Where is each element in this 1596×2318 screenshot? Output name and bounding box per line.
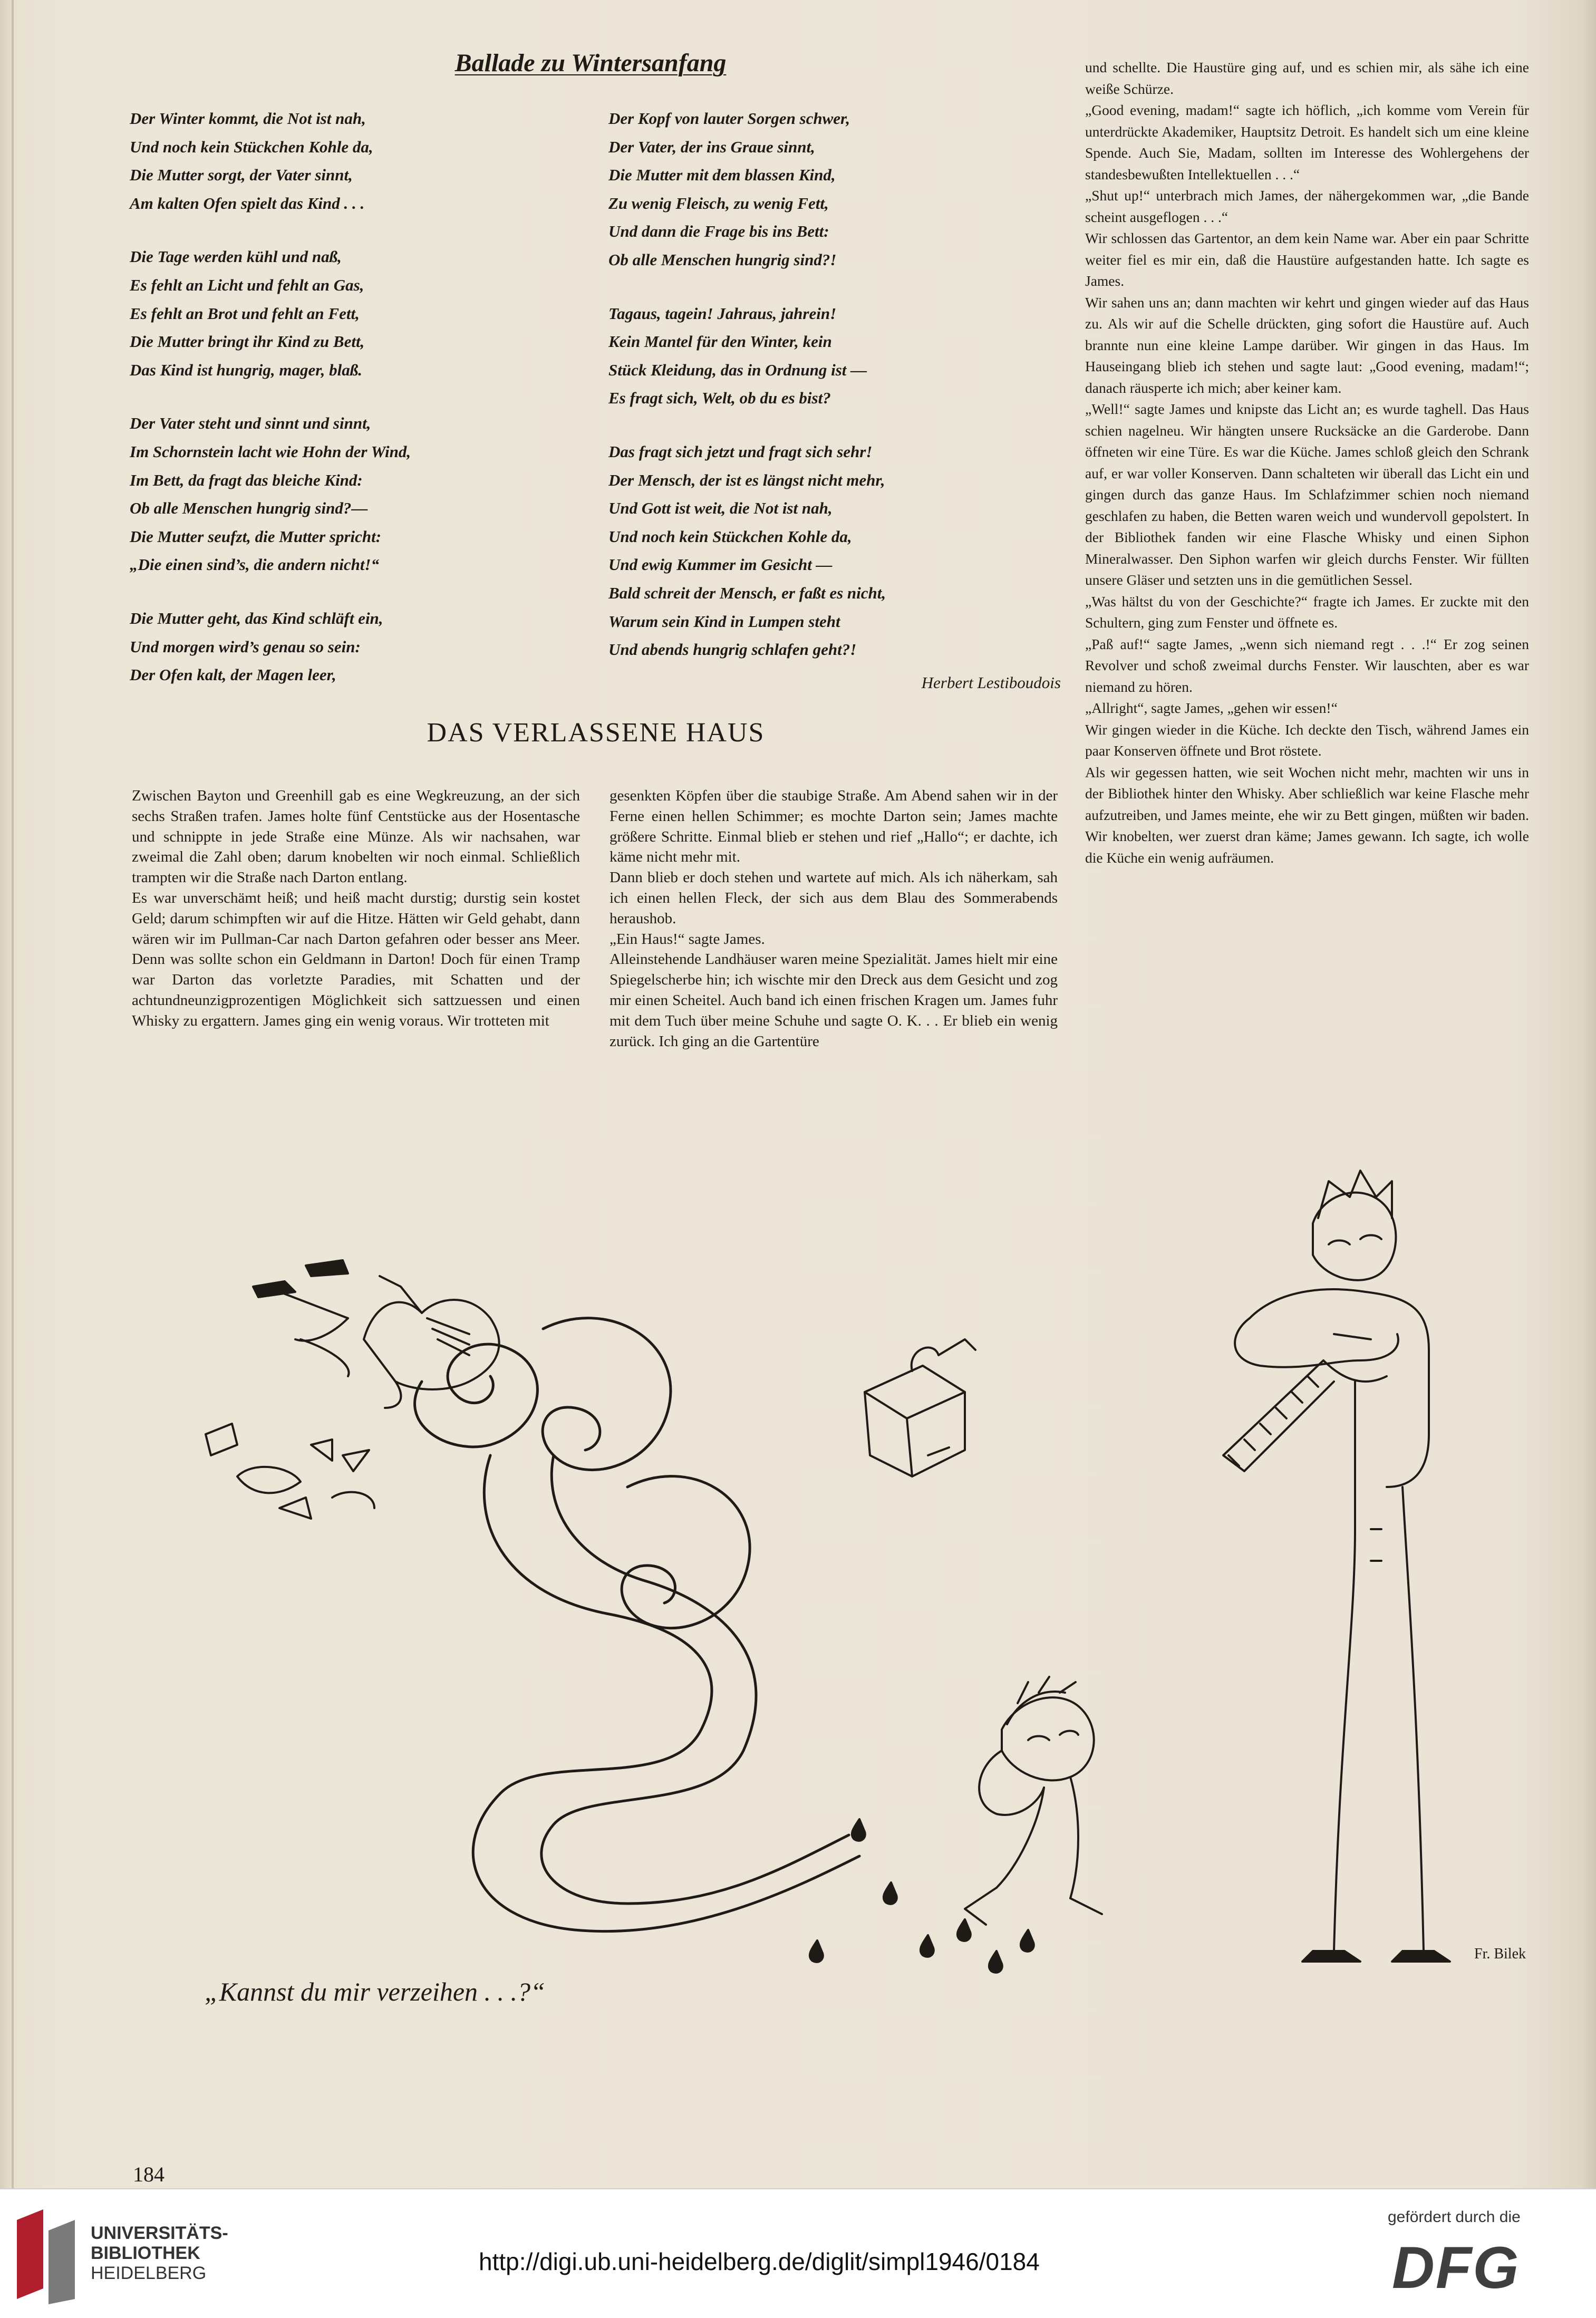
verse-line: Es fehlt an Brot und fehlt an Fett, (130, 304, 360, 323)
library-name (91, 2223, 228, 2283)
illustration-caption: „Kannst du mir verzeihen . . .?“ (205, 1977, 545, 2006)
story-paragraph: Zwischen Bayton und Greenhill gab es eine Wegkreuzung, an der sich sechs Straßen trafen. James holte fünf Centstücke aus der Hosentasche und schnippte in jede Straße eine Münze. Als wir nachsahen, war zweimal die Zahl oben; darum knobelten wir noch einmal. Schließlich trampten wir die Straße nach Darton entlang. (132, 787, 580, 886)
verse-line: Ob alle Menschen hungrig sind?! (608, 250, 837, 269)
verse-line: Der Vater steht und sinnt und sinnt, (130, 414, 371, 433)
university-library-logo-icon (12, 2209, 80, 2304)
verse-line: Die Mutter mit dem blassen Kind, (608, 166, 836, 185)
story-paragraph: „Paß auf!“ sagte James, „wenn sich niemand regt . . .!“ Er zog seinen Revolver und schoß zweimal durchs Fenster. Wir lauschten, aber es war niemand zu hören. (1085, 635, 1529, 695)
story-paragraph: Wir schlossen das Gartentor, an dem kein Name war. Aber ein paar Schritte weiter fiel es mir ein, daß die Haustüre aufgestanden hatte. Ich sagte es James. (1085, 230, 1529, 289)
standing-man-figure (1223, 1171, 1450, 1962)
story-paragraph: „Was hältst du von der Geschichte?“ fragte ich James. Er zuckte mit den Schultern, ging zum Fenster und öffnete es. (1085, 593, 1529, 631)
ballad-stanza (608, 300, 1062, 412)
verse-line: Bald schreit der Mensch, er faßt es nicht, (608, 583, 886, 602)
verse-line: Tagaus, tagein! Jahraus, jahrein! (608, 304, 837, 323)
library-name-line: HEIDELBERG (91, 2263, 207, 2283)
story-paragraph: Es war unverschämt heiß; und heiß macht durstig; durstig sein kostet Geld; darum schimpften wir auf die Hitze. Hätten wir Geld gehabt, dann wären wir im Pullman-Car nach Darton gefahren oder besser ans Meer. Denn was sollte schon ein Geldmann in Darton! Doch für einen Tramp war Darton das vorletzte Paradies, mit Schatten und der achtundneunzigprozentigen Möglichkeit sich sattzuessen und einen Whisky zu ergattern. James ging ein wenig voraus. Wir trotteten mit (132, 889, 580, 1029)
story-paragraph: Als wir gegessen hatten, wie seit Wochen nicht mehr, machten wir uns in der Bibliothek hinter den Whisky. Aber schließlich war keine Flasche mehr aufzutreiben, und James meinte, ehe wir zu Bett gingen, müßten wir baden. Wir knobelten, wer zuerst dran käme; James gewann. Ich sagte, ich wolle die Küche ein wenig aufräumen. (1085, 764, 1529, 866)
story-paragraph: „Allright“, sagte James, „gehen wir essen!“ (1085, 700, 1338, 716)
winding-swirl (415, 1318, 859, 1931)
verse-line: Die Mutter geht, das Kind schläft ein, (130, 609, 383, 627)
verse-line: Es fehlt an Licht und fehlt an Gas, (130, 275, 364, 294)
artist-signature: Fr. Bilek (1474, 1946, 1526, 1962)
story-paragraph: „Shut up!“ unterbrach mich James, der nähergekommen war, „die Bande scheint ausgeflogen . . .“ (1085, 187, 1529, 225)
verse-line: Und noch kein Stückchen Kohle da, (608, 527, 852, 546)
story-column-2 (610, 786, 1058, 1051)
verse-line: Im Bett, da fragt das bleiche Kind: (130, 470, 363, 489)
verse-line: Stück Kleidung, das in Ordnung ist — (608, 360, 867, 379)
ballad-stanza (130, 604, 583, 689)
ballad-right-column (608, 104, 1062, 692)
tear-drops (810, 1819, 1034, 1973)
story-paragraph: „Good evening, madam!“ sagte ich höflich, „ich komme vom Verein für unterdrückte Akademiker, Hauptsitz Detroit. Es handelt sich um eine kleine Spende. Auch Sie, Madam, sollten im Interesse des Wohlergehens der standesbewußten Intellektuellen . . .“ (1085, 102, 1529, 182)
cartoon-illustration (174, 1160, 1545, 2056)
story-paragraph: Wir sahen uns an; dann machten wir kehrt und gingen wieder auf das Haus zu. Als wir auf die Schelle drückten, ging sofort die Haustüre auf. Auch brannte nun eine kleine Lampe darüber. Wir gingen in das Haus. Im Hauseingang blieb ich stehen und sagte laut: „Good evening, madam!“; danach räusperte ich mich; aber keiner kam. (1085, 294, 1529, 396)
coffee-grinder (865, 1339, 975, 1476)
broken-dishes (206, 1424, 374, 1519)
story-paragraph: Dann blieb er doch stehen und wartete auf mich. Als ich näherkam, sah ich einen hellen Fleck, der sich aus dem Blau des Sommerabends heraushob. (610, 869, 1058, 927)
story-paragraph: „Ein Haus!“ sagte James. (610, 930, 765, 948)
verse-line: Der Mensch, der ist es längst nicht mehr, (608, 470, 885, 489)
verse-line: Zu wenig Fleisch, zu wenig Fett, (608, 194, 829, 213)
verse-line: Und dann die Frage bis ins Bett: (608, 222, 829, 241)
verse-line: Das Kind ist hungrig, mager, blaß. (130, 360, 363, 379)
verse-line: Der Winter kommt, die Not ist nah, (130, 109, 366, 128)
verse-line: Der Kopf von lauter Sorgen schwer, (608, 109, 850, 128)
story-paragraph: gesenkten Köpfen über die staubige Straße. Am Abend sahen wir in der Ferne einen hellen Schimmer; es mochte Darton sein; James machte größere Schritte. Einmal blieb er stehen und rief „Hallo“; er dachte, ich käme nicht mehr mit. (610, 787, 1058, 866)
verse-line: „Die einen sind’s, die andern nicht!“ (130, 555, 380, 574)
verse-line: Am kalten Ofen spielt das Kind . . . (130, 194, 365, 213)
story-title: DAS VERLASSENE HAUS (427, 718, 765, 748)
verse-line: Die Tage werden kühl und naß, (130, 247, 342, 266)
verse-line: Und Gott ist weit, die Not ist nah, (608, 499, 833, 518)
ballad-title: Ballade zu Wintersanfang (454, 49, 727, 77)
verse-line: Das fragt sich jetzt und fragt sich sehr! (608, 442, 873, 461)
ballad-stanza (130, 104, 583, 217)
verse-line: Und noch kein Stückchen Kohle da, (130, 137, 373, 156)
verse-line: Ob alle Menschen hungrig sind?— (130, 499, 368, 518)
ballad-author: Herbert Lestiboudois (921, 673, 1061, 692)
ballad-stanza (130, 409, 583, 579)
ballad-stanza (608, 104, 1062, 274)
story-paragraph: „Well!“ sagte James und knipste das Licht an; es wurde taghell. Das Haus schien nagelneu. Wir hängten unsere Rucksäcke an die Garderobe. Dann öffneten wir eine Türe. Es war die Küche. James schloß gleich den Schrank auf, er war voller Konserven. Dann schalteten wir überall das Licht ein und gingen durch das ganze Haus. Im Schlafzimmer schien noch niemand geschlafen zu haben, die Betten waren weich und wundervoll gepolstert. In der Bibliothek fanden wir eine Flasche Whisky und einen Siphon Mineralwasser. Den Siphon warfen wir gleich durchs Fenster. Wir füllten unsere Gläser und setzten uns in die gemütlichen Sessel. (1085, 401, 1529, 588)
sponsor-text: gefördert durch die (1388, 2208, 1521, 2226)
verse-line: Und morgen wird’s genau so sein: (130, 637, 361, 656)
ballad-stanza (608, 438, 1062, 664)
woman-figure (253, 1260, 499, 1408)
verse-line: Der Vater, der ins Graue sinnt, (608, 137, 815, 156)
page-number: 184 (133, 2162, 165, 2186)
story-paragraph: und schellte. Die Haustüre ging auf, und es schien mir, als sähe ich eine weiße Schürze. (1085, 59, 1529, 97)
dfg-logo: DFG (1392, 2235, 1520, 2301)
verse-line: Die Mutter sorgt, der Vater sinnt, (130, 166, 353, 185)
verse-line: Es fragt sich, Welt, ob du es bist? (608, 389, 831, 408)
verse-line: Kein Mantel für den Winter, kein (608, 332, 832, 351)
ballad-stanza (130, 243, 583, 384)
story-paragraph: Alleinstehende Landhäuser waren meine Spezialität. James hielt mir eine Spiegelscherbe hin; ich wischte mir den Dreck aus dem Gesicht und zog mir einen Scheitel. Auch band ich einen frischen Kragen um. James fuhr mit dem Tuch über meine Schuhe und sagte O. K. . . Er blieb ein wenig zurück. Ich ging an die Gartentüre (610, 951, 1058, 1050)
library-name-line: UNIVERSITÄTS- (91, 2223, 228, 2243)
story-column-1 (132, 786, 580, 1031)
ballad-left-column (130, 104, 583, 714)
digitization-footer (0, 2188, 1596, 2318)
verse-line: Warum sein Kind in Lumpen steht (608, 612, 840, 631)
kneeling-man-figure (965, 1677, 1102, 1925)
verse-line: Der Ofen kalt, der Magen leer, (130, 665, 336, 684)
story-column-3 (1085, 57, 1529, 868)
verse-line: Die Mutter bringt ihr Kind zu Bett, (130, 332, 365, 351)
story-paragraph: Wir gingen wieder in die Küche. Ich deckte den Tisch, während James ein paar Konserven öffnete und Brot röstete. (1085, 721, 1529, 759)
verse-line: Und abends hungrig schlafen geht?! (608, 640, 857, 659)
verse-line: Im Schornstein lacht wie Hohn der Wind, (130, 442, 411, 461)
verse-line: Und ewig Kummer im Gesicht — (608, 555, 833, 574)
source-url-link[interactable]: http://digi.ub.uni-heidelberg.de/diglit/simpl1946/0184 (479, 2248, 1040, 2275)
verse-line: Die Mutter seufzt, die Mutter spricht: (130, 527, 382, 546)
library-name-line: BIBLIOTHEK (91, 2243, 200, 2263)
page-binding-edge (12, 0, 14, 2188)
